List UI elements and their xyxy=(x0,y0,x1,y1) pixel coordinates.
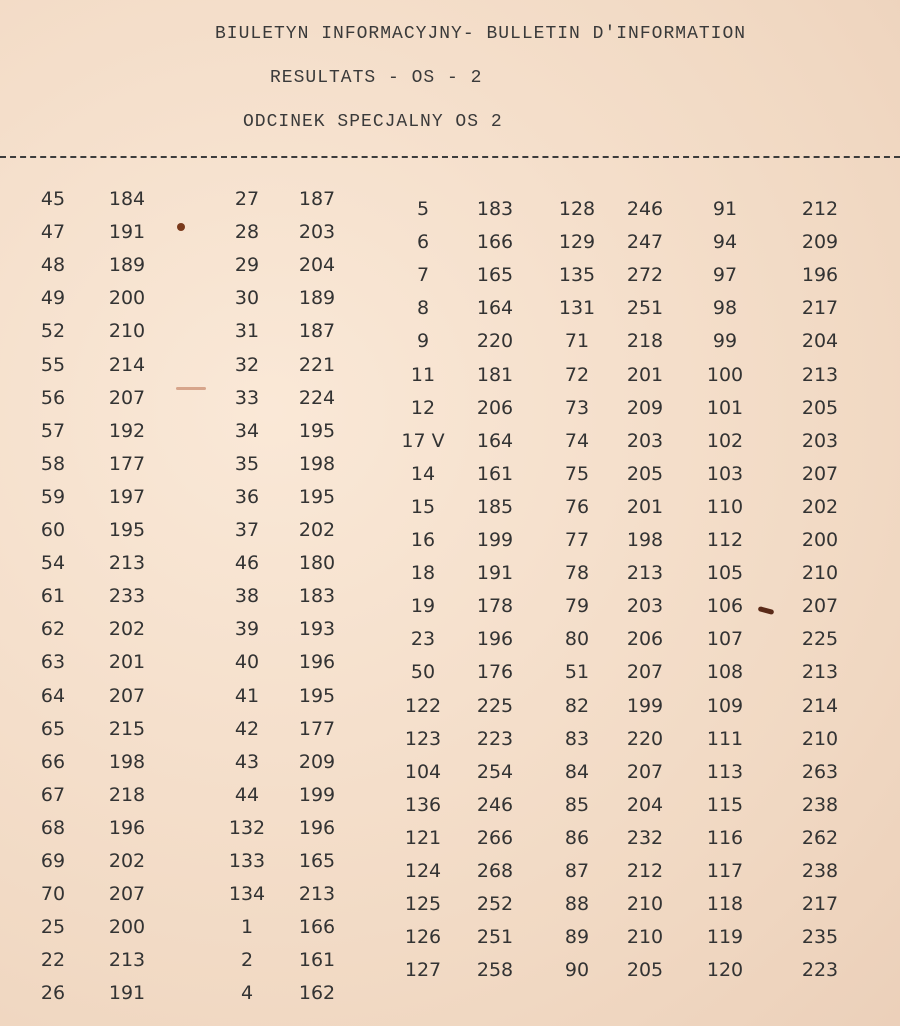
start-number: 110 xyxy=(706,495,744,518)
start-number: 29 xyxy=(234,254,260,277)
start-number: 116 xyxy=(706,826,744,849)
stage-time: 207 xyxy=(626,661,664,684)
start-number: 58 xyxy=(40,452,66,475)
start-number: 87 xyxy=(564,860,590,882)
stage-time: 193 xyxy=(298,618,336,641)
start-number: 115 xyxy=(706,793,744,816)
start-number: 124 xyxy=(404,860,442,882)
start-number: 51 xyxy=(564,661,590,684)
stage-time: 197 xyxy=(108,485,146,508)
start-number: 80 xyxy=(564,628,590,651)
stage-time: 178 xyxy=(476,595,514,618)
start-number: 9 xyxy=(416,330,430,353)
stage-time: 223 xyxy=(801,959,839,982)
start-number: 43 xyxy=(234,750,260,773)
start-number: 105 xyxy=(706,562,744,585)
start-number: 46 xyxy=(234,552,260,575)
stage-time: 214 xyxy=(108,353,146,376)
stage-time: 196 xyxy=(298,816,336,839)
stage-time: 185 xyxy=(476,495,514,518)
start-number: 125 xyxy=(404,893,442,916)
stage-time: 202 xyxy=(108,618,146,641)
stage-time: 224 xyxy=(298,386,336,409)
start-number: 61 xyxy=(40,585,66,608)
start-number: 77 xyxy=(564,529,590,551)
stage-time: 165 xyxy=(298,850,336,872)
stage-time: 246 xyxy=(626,198,664,220)
stage-time: 199 xyxy=(298,783,336,806)
start-number: 23 xyxy=(410,628,436,651)
start-number: 31 xyxy=(234,320,260,343)
start-number: 32 xyxy=(234,353,260,376)
start-number: 68 xyxy=(40,816,66,839)
stage-time: 220 xyxy=(476,330,514,353)
stage-time: 177 xyxy=(108,452,146,475)
start-number: 5 xyxy=(416,198,430,220)
paper-smudge xyxy=(176,387,206,390)
stage-time: 210 xyxy=(626,926,664,949)
stage-time: 232 xyxy=(626,826,664,849)
stage-time: 218 xyxy=(108,783,146,806)
start-number: 74 xyxy=(564,429,590,452)
start-number: 79 xyxy=(564,595,590,618)
start-number: 99 xyxy=(712,330,738,353)
start-number: 88 xyxy=(564,893,590,916)
start-number: 6 xyxy=(416,231,430,254)
start-number: 67 xyxy=(40,783,66,806)
start-number: 106 xyxy=(706,595,744,618)
start-number: 16 xyxy=(410,529,436,551)
stage-time: 247 xyxy=(626,231,664,254)
stage-time: 198 xyxy=(298,452,336,475)
stage-time: 195 xyxy=(298,684,336,707)
stage-time: 233 xyxy=(108,585,146,608)
stage-time: 181 xyxy=(476,363,514,386)
start-number: 18 xyxy=(410,562,436,585)
stage-time: 212 xyxy=(626,860,664,882)
start-number: 109 xyxy=(706,694,744,717)
stage-time: 162 xyxy=(298,982,336,1005)
start-number: 63 xyxy=(40,651,66,674)
start-number: 100 xyxy=(706,363,744,386)
start-number: 82 xyxy=(564,694,590,717)
start-number: 55 xyxy=(40,353,66,376)
start-number: 118 xyxy=(706,893,744,916)
stage-time: 195 xyxy=(298,485,336,508)
start-number: 72 xyxy=(564,363,590,386)
stage-time: 200 xyxy=(801,529,839,551)
start-number: 104 xyxy=(404,760,442,783)
start-number: 127 xyxy=(404,959,442,982)
start-number: 47 xyxy=(40,221,66,244)
start-number: 133 xyxy=(228,850,266,872)
stage-time: 201 xyxy=(108,651,146,674)
stage-time: 204 xyxy=(298,254,336,277)
start-number: 126 xyxy=(404,926,442,949)
stage-time: 217 xyxy=(801,297,839,320)
stage-time: 199 xyxy=(476,529,514,551)
stage-time: 205 xyxy=(626,959,664,982)
stage-time: 207 xyxy=(108,684,146,707)
stage-time: 161 xyxy=(298,949,336,972)
start-number: 54 xyxy=(40,552,66,575)
start-number: 85 xyxy=(564,793,590,816)
stage-time: 201 xyxy=(626,363,664,386)
stage-time: 166 xyxy=(476,231,514,254)
start-number: 12 xyxy=(410,396,436,419)
start-number: 78 xyxy=(564,562,590,585)
stage-time: 202 xyxy=(298,519,336,541)
start-number: 39 xyxy=(234,618,260,641)
stage-time: 199 xyxy=(626,694,664,717)
stage-time: 184 xyxy=(108,188,146,210)
start-number: 34 xyxy=(234,419,260,442)
start-number: 107 xyxy=(706,628,744,651)
start-number: 122 xyxy=(404,694,442,717)
stage-time: 209 xyxy=(626,396,664,419)
ink-mark xyxy=(758,606,775,615)
start-number: 7 xyxy=(416,264,430,287)
stage-time: 213 xyxy=(626,562,664,585)
start-number: 69 xyxy=(40,850,66,872)
start-number: 90 xyxy=(564,959,590,982)
stage-time: 258 xyxy=(476,959,514,982)
start-number: 45 xyxy=(40,188,66,210)
stage-time: 223 xyxy=(476,727,514,750)
start-number: 50 xyxy=(410,661,436,684)
stage-time: 213 xyxy=(108,949,146,972)
stage-time: 202 xyxy=(801,495,839,518)
stage-time: 207 xyxy=(801,462,839,485)
start-number: 62 xyxy=(40,618,66,641)
stage-time: 210 xyxy=(626,893,664,916)
stage-time: 263 xyxy=(801,760,839,783)
stage-time: 207 xyxy=(626,760,664,783)
stage-time: 221 xyxy=(298,353,336,376)
start-number: 19 xyxy=(410,595,436,618)
start-number: 73 xyxy=(564,396,590,419)
start-number: 11 xyxy=(410,363,436,386)
start-number: 17 V xyxy=(401,429,445,452)
stage-time: 251 xyxy=(476,926,514,949)
stage-time: 215 xyxy=(108,717,146,740)
stage-time: 183 xyxy=(476,198,514,220)
start-number: 59 xyxy=(40,485,66,508)
stage-time: 213 xyxy=(801,661,839,684)
start-number: 123 xyxy=(404,727,442,750)
start-number: 33 xyxy=(234,386,260,409)
stage-time: 203 xyxy=(626,595,664,618)
stage-time: 205 xyxy=(626,462,664,485)
start-number: 37 xyxy=(234,519,260,541)
start-number: 120 xyxy=(706,959,744,982)
stage-time: 206 xyxy=(626,628,664,651)
stage-time: 206 xyxy=(476,396,514,419)
start-number: 1 xyxy=(240,916,254,939)
start-number: 101 xyxy=(706,396,744,419)
stage-time: 161 xyxy=(476,462,514,485)
stage-time: 180 xyxy=(298,552,336,575)
start-number: 8 xyxy=(416,297,430,320)
start-number: 131 xyxy=(558,297,596,320)
stage-time: 213 xyxy=(801,363,839,386)
start-number: 44 xyxy=(234,783,260,806)
stage-time: 191 xyxy=(108,982,146,1005)
start-number: 60 xyxy=(40,519,66,541)
stage-time: 220 xyxy=(626,727,664,750)
stage-time: 238 xyxy=(801,860,839,882)
start-number: 56 xyxy=(40,386,66,409)
start-number: 119 xyxy=(706,926,744,949)
start-number: 70 xyxy=(40,883,66,906)
stage-time: 187 xyxy=(298,188,336,210)
stage-time: 225 xyxy=(801,628,839,651)
stage-time: 203 xyxy=(626,429,664,452)
stage-time: 272 xyxy=(626,264,664,287)
start-number: 41 xyxy=(234,684,260,707)
stage-time: 164 xyxy=(476,429,514,452)
stage-time: 207 xyxy=(801,595,839,618)
stage-time: 214 xyxy=(801,694,839,717)
stage-heading: ODCINEK SPECJALNY OS 2 xyxy=(243,112,503,132)
stage-time: 204 xyxy=(626,793,664,816)
stage-time: 187 xyxy=(298,320,336,343)
dashed-divider xyxy=(0,156,900,158)
start-number: 98 xyxy=(712,297,738,320)
stage-time: 200 xyxy=(108,916,146,939)
start-number: 83 xyxy=(564,727,590,750)
stage-time: 209 xyxy=(801,231,839,254)
start-number: 103 xyxy=(706,462,744,485)
stage-time: 251 xyxy=(626,297,664,320)
start-number: 89 xyxy=(564,926,590,949)
start-number: 97 xyxy=(712,264,738,287)
start-number: 38 xyxy=(234,585,260,608)
start-number: 134 xyxy=(228,883,266,906)
stage-time: 207 xyxy=(108,883,146,906)
start-number: 91 xyxy=(712,198,738,220)
start-number: 64 xyxy=(40,684,66,707)
stage-time: 205 xyxy=(801,396,839,419)
stage-time: 183 xyxy=(298,585,336,608)
stage-time: 203 xyxy=(801,429,839,452)
stage-time: 246 xyxy=(476,793,514,816)
stage-time: 191 xyxy=(108,221,146,244)
stage-time: 210 xyxy=(801,727,839,750)
start-number: 35 xyxy=(234,452,260,475)
start-number: 76 xyxy=(564,495,590,518)
stage-time: 177 xyxy=(298,717,336,740)
start-number: 112 xyxy=(706,529,744,551)
start-number: 4 xyxy=(240,982,254,1005)
start-number: 40 xyxy=(234,651,260,674)
stage-time: 254 xyxy=(476,760,514,783)
stage-time: 210 xyxy=(108,320,146,343)
stage-time: 210 xyxy=(801,562,839,585)
stage-time: 252 xyxy=(476,893,514,916)
stage-time: 235 xyxy=(801,926,839,949)
stage-time: 212 xyxy=(801,198,839,220)
stage-time: 189 xyxy=(298,287,336,310)
stage-time: 166 xyxy=(298,916,336,939)
start-number: 22 xyxy=(40,949,66,972)
start-number: 52 xyxy=(40,320,66,343)
stage-time: 201 xyxy=(626,495,664,518)
stage-time: 196 xyxy=(108,816,146,839)
start-number: 25 xyxy=(40,916,66,939)
stage-time: 202 xyxy=(108,850,146,872)
stage-time: 198 xyxy=(626,529,664,551)
start-number: 2 xyxy=(240,949,254,972)
stage-time: 176 xyxy=(476,661,514,684)
stage-time: 196 xyxy=(476,628,514,651)
stage-time: 195 xyxy=(298,419,336,442)
start-number: 75 xyxy=(564,462,590,485)
start-number: 66 xyxy=(40,750,66,773)
start-number: 28 xyxy=(234,221,260,244)
start-number: 84 xyxy=(564,760,590,783)
start-number: 27 xyxy=(234,188,260,210)
start-number: 102 xyxy=(706,429,744,452)
start-number: 117 xyxy=(706,860,744,882)
stage-time: 266 xyxy=(476,826,514,849)
stage-time: 268 xyxy=(476,860,514,882)
start-number: 108 xyxy=(706,661,744,684)
stage-time: 164 xyxy=(476,297,514,320)
start-number: 14 xyxy=(410,462,436,485)
start-number: 65 xyxy=(40,717,66,740)
stage-time: 217 xyxy=(801,893,839,916)
start-number: 49 xyxy=(40,287,66,310)
stage-time: 198 xyxy=(108,750,146,773)
stage-time: 165 xyxy=(476,264,514,287)
stage-time: 213 xyxy=(298,883,336,906)
stage-time: 196 xyxy=(801,264,839,287)
stage-time: 189 xyxy=(108,254,146,277)
stage-time: 204 xyxy=(801,330,839,353)
stage-time: 203 xyxy=(298,221,336,244)
ink-dot xyxy=(177,223,185,231)
stage-time: 192 xyxy=(108,419,146,442)
bulletin-title: BIULETYN INFORMACYJNY- BULLETIN D'INFORMATION xyxy=(215,24,747,44)
results-heading: RESULTATS - OS - 2 xyxy=(270,68,483,88)
start-number: 111 xyxy=(706,727,744,750)
start-number: 48 xyxy=(40,254,66,277)
stage-time: 238 xyxy=(801,793,839,816)
start-number: 26 xyxy=(40,982,66,1005)
start-number: 136 xyxy=(404,793,442,816)
start-number: 57 xyxy=(40,419,66,442)
start-number: 121 xyxy=(404,826,442,849)
start-number: 132 xyxy=(228,816,266,839)
start-number: 42 xyxy=(234,717,260,740)
start-number: 71 xyxy=(564,330,590,353)
stage-time: 218 xyxy=(626,330,664,353)
stage-time: 207 xyxy=(108,386,146,409)
start-number: 135 xyxy=(558,264,596,287)
start-number: 15 xyxy=(410,495,436,518)
start-number: 113 xyxy=(706,760,744,783)
start-number: 94 xyxy=(712,231,738,254)
stage-time: 262 xyxy=(801,826,839,849)
stage-time: 209 xyxy=(298,750,336,773)
stage-time: 191 xyxy=(476,562,514,585)
start-number: 30 xyxy=(234,287,260,310)
stage-time: 225 xyxy=(476,694,514,717)
stage-time: 200 xyxy=(108,287,146,310)
start-number: 129 xyxy=(558,231,596,254)
start-number: 36 xyxy=(234,485,260,508)
stage-time: 213 xyxy=(108,552,146,575)
start-number: 86 xyxy=(564,826,590,849)
stage-time: 196 xyxy=(298,651,336,674)
stage-time: 195 xyxy=(108,519,146,541)
start-number: 128 xyxy=(558,198,596,220)
